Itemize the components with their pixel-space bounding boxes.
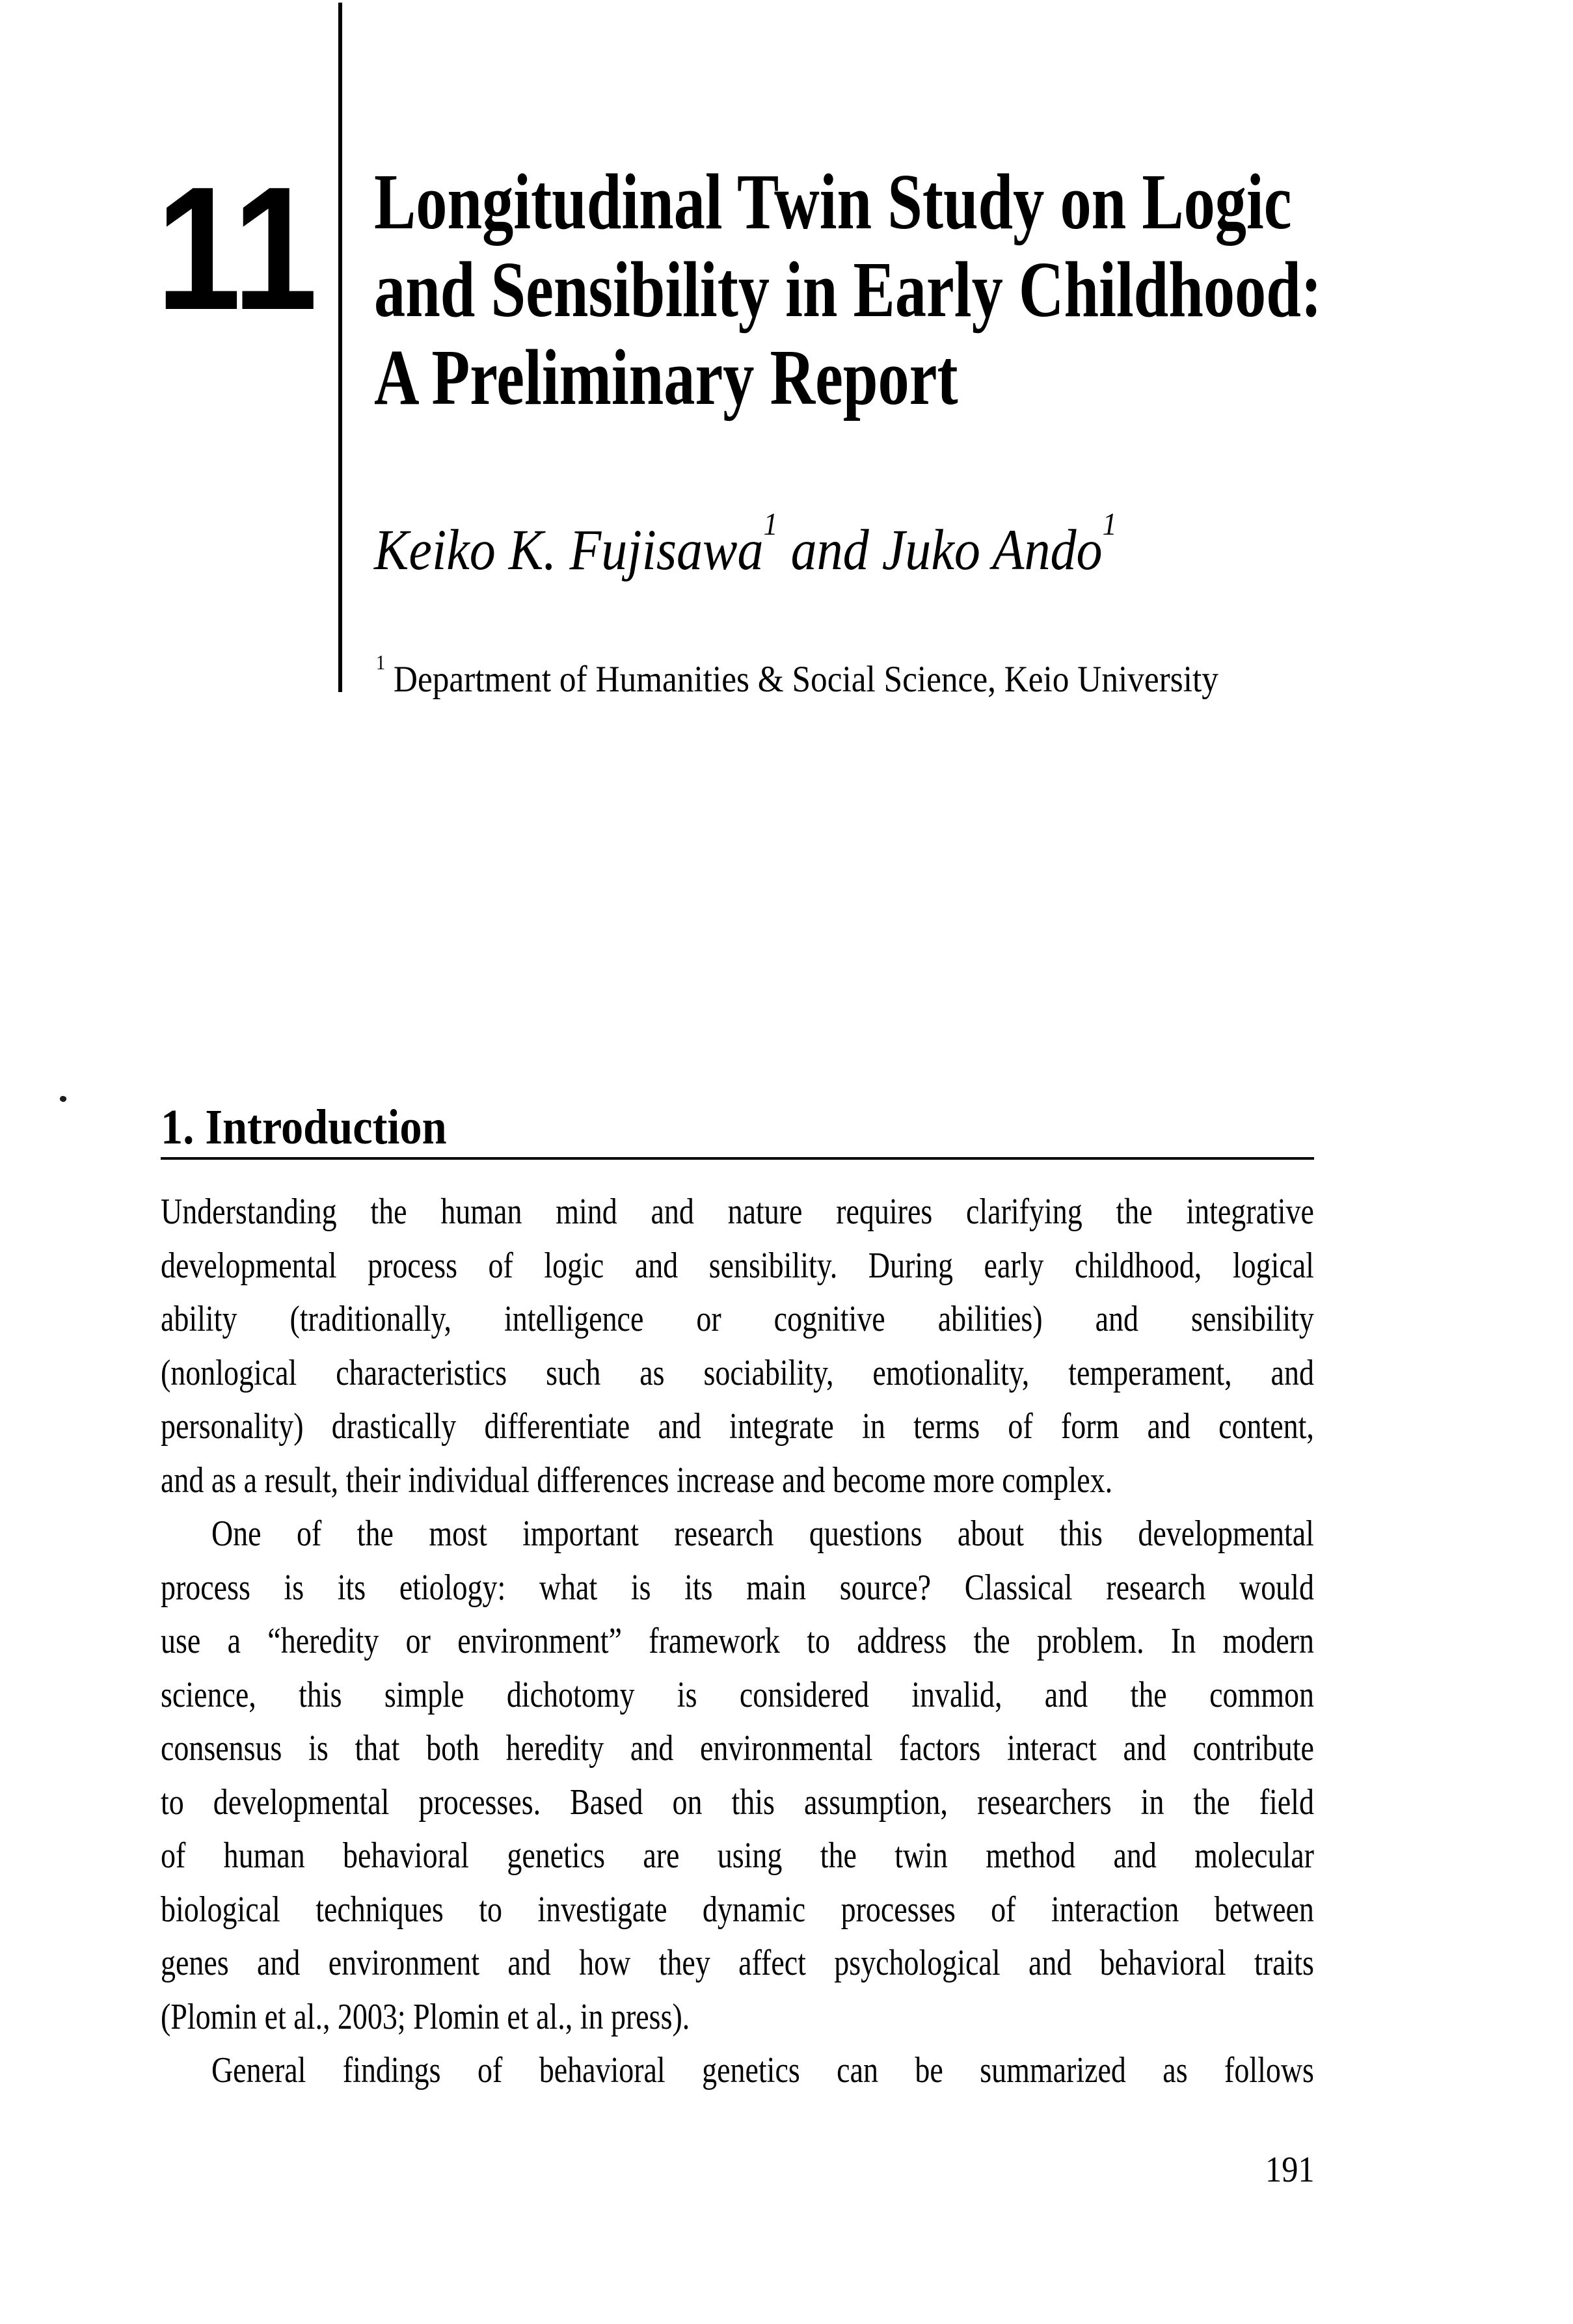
body-line: (Plomin et al., 2003; Plomin et al., in press). <box>161 1996 690 2037</box>
body-line: (nonlogical characteristics such as sociability, emotionality, temperament, and <box>161 1352 1314 1393</box>
chapter-number: 11 <box>156 151 318 347</box>
affiliation-line <box>376 650 1218 701</box>
body-line: to developmental processes. Based on this assumption, researchers in the field <box>161 1782 1314 1823</box>
paragraph-2 <box>161 1507 1314 2044</box>
body-line: use a “heredity or environment” framework to address the problem. In modern <box>161 1621 1314 1661</box>
body-line: biological techniques to investigate dynamic processes of interaction between <box>161 1889 1314 1930</box>
paragraph-3 <box>161 2044 1314 2098</box>
body-text <box>161 1185 1314 2098</box>
page-number: 191 <box>1265 2150 1315 2190</box>
scan-speck <box>59 1095 67 1103</box>
chapter-title-line-2: and Sensibility in Early Childhood: <box>374 246 1322 334</box>
body-line: General findings of behavioral genetics can be summarized as follows <box>211 2050 1314 2090</box>
chapter-title-line-1: Longitudinal Twin Study on Logic <box>374 158 1292 246</box>
author-affiliation-sup-1: 1 <box>763 506 778 542</box>
body-line: Understanding the human mind and nature requires clarifying the integrative <box>161 1192 1314 1232</box>
body-line: genes and environment and how they affect psychological and behavioral traits <box>161 1943 1314 1983</box>
author-affiliation-sup-2: 1 <box>1102 506 1117 542</box>
author-name-2: Juko Ando <box>881 518 1103 582</box>
affiliation-text: Department of Humanities & Social Science, Keio University <box>385 659 1218 700</box>
body-line: personality) drastically differentiate and integrate in terms of form and content, <box>161 1406 1314 1447</box>
body-line: developmental process of logic and sensibility. During early childhood, logical <box>161 1245 1314 1286</box>
body-line: process is its etiology: what is its main source? Classical research would <box>161 1567 1314 1608</box>
body-line: science, this simple dichotomy is considered invalid, and the common <box>161 1674 1314 1715</box>
chapter-title-line-3: A Preliminary Report <box>374 334 958 421</box>
section-heading: 1. Introduction <box>161 1100 447 1155</box>
body-line: ability (traditionally, intelligence or cognitive abilities) and sensibility <box>161 1299 1314 1339</box>
author-line <box>374 506 1117 583</box>
section-heading-rule <box>161 1157 1314 1160</box>
body-line: of human behavioral genetics are using the twin method and molecular <box>161 1836 1314 1876</box>
body-line: and as a result, their individual differences increase and become more complex. <box>161 1460 1113 1501</box>
chapter-divider-rule <box>338 3 342 692</box>
author-name-1: Keiko K. Fujisawa <box>374 518 764 582</box>
affiliation-sup: 1 <box>376 650 386 674</box>
chapter-title <box>374 158 1322 421</box>
body-line: One of the most important research questions about this developmental <box>211 1514 1314 1554</box>
paragraph-1 <box>161 1185 1314 1507</box>
author-connector: and <box>777 518 882 582</box>
body-line: consensus is that both heredity and environmental factors interact and contribute <box>161 1728 1314 1769</box>
